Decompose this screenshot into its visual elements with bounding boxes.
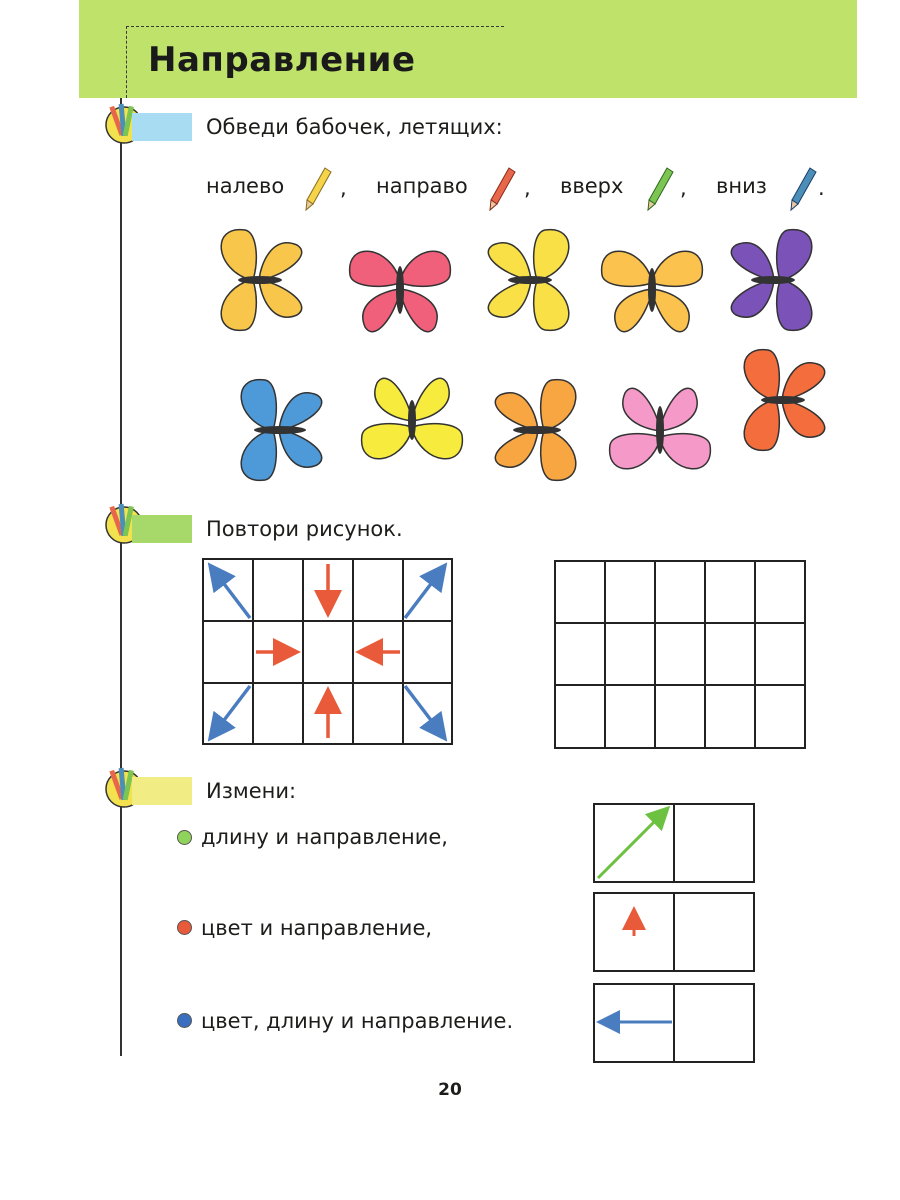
separator-4: .: [818, 176, 825, 200]
arrow-up-right: [405, 568, 443, 618]
direction-right-label: направо: [376, 174, 468, 198]
butterflies-area: [190, 225, 850, 510]
task-tag-green: [132, 515, 192, 543]
butterfly-3[interactable]: [488, 230, 568, 331]
butterfly-9[interactable]: [610, 388, 711, 468]
header-dashed-line: [126, 26, 504, 27]
page-title: Направление: [148, 40, 416, 80]
separator-2: ,: [524, 176, 531, 200]
butterfly-4[interactable]: [602, 251, 703, 331]
pencil-yellow-icon: [303, 166, 333, 212]
page-number: 20: [438, 1080, 462, 1100]
task3-item-1: длину и направление,: [201, 825, 448, 849]
pencil-green-icon: [645, 166, 675, 212]
pencil-blue-icon: [788, 166, 818, 212]
separator-1: ,: [340, 176, 347, 200]
direction-left-label: налево: [206, 174, 285, 198]
arrow-up-left: [212, 568, 250, 618]
butterfly-2[interactable]: [350, 251, 451, 331]
task-tag-blue: [132, 113, 192, 141]
arrow-down-right: [405, 686, 443, 736]
task3-item-3: цвет, длину и направление.: [201, 1009, 514, 1033]
butterfly-6[interactable]: [241, 380, 321, 481]
task-tag-yellow: [132, 777, 192, 805]
margin-line: [120, 98, 122, 1056]
butterfly-8[interactable]: [495, 380, 575, 481]
butterfly-10[interactable]: [744, 350, 824, 451]
butterfly-1[interactable]: [221, 230, 301, 331]
bullet-green: [177, 830, 192, 845]
butterfly-7[interactable]: [362, 378, 463, 458]
empty-grid[interactable]: [552, 558, 810, 752]
direction-down-label: вниз: [716, 174, 767, 198]
butterfly-5[interactable]: [731, 230, 811, 331]
task2-instruction: Повтори рисунок.: [206, 517, 403, 541]
task3-instruction: Измени:: [206, 779, 297, 803]
green-arrow: [598, 810, 666, 878]
separator-3: ,: [680, 176, 687, 200]
direction-up-label: вверх: [560, 174, 624, 198]
pencil-red-icon: [487, 166, 517, 212]
task1-instruction: Обведи бабочек, летящих:: [206, 115, 503, 139]
bullet-blue: [177, 1013, 192, 1028]
sample-grid: [200, 556, 456, 748]
bullet-red: [177, 920, 192, 935]
task3-item-2: цвет и направление,: [201, 916, 433, 940]
change-grids[interactable]: [590, 800, 760, 1066]
arrow-down-left: [212, 686, 250, 736]
header-dashed-line-vertical: [126, 26, 127, 98]
